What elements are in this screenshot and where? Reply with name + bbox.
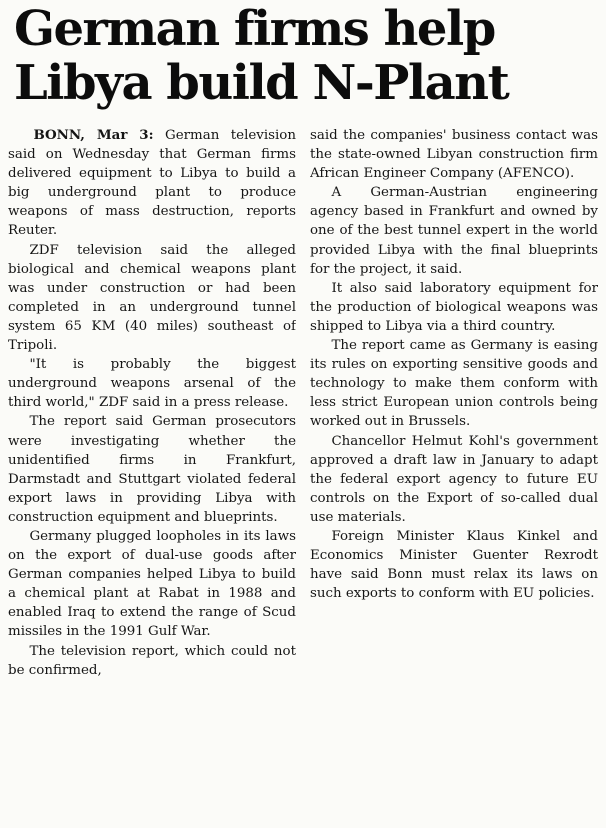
paragraph: A German-Austrian engineering agency based in Frankfurt and owned by one of the best tunnel expert in the world provided Libya with the final blueprints for the project, it said. — [310, 185, 598, 277]
paragraph: said the companies' business contact was the state-owned Libyan construction firm African Engineer Company (AFENCO). — [310, 128, 598, 182]
paragraph: Foreign Minister Klaus Kinkel and Economics Minister Guenter Rexrodt have said Bonn must relax its laws on such exports to conform with EU policies. — [310, 528, 598, 602]
paragraph: It also said laboratory equipment for the production of biological weapons was shipped to Libya via a third country. — [310, 280, 598, 334]
paragraph: The report came as Germany is easing its rules on exporting sensitive goods and technology to make them conform with less strict European union controls being worked out in Brussels. — [310, 338, 598, 430]
paragraph — [8, 126, 296, 241]
column-left — [8, 126, 296, 824]
paragraph: The report said German prosecutors were investigating whether the unidentified firms in Frankfurt, Darmstadt and Stuttgart violated federal export laws in providing Libya with construction equipment and blueprints. — [8, 414, 296, 525]
headline-line-2: Libya build N-Plant — [14, 55, 509, 111]
paragraph-text: German television said on Wednesday that German firms delivered equipment to Libya to build a big underground plant to produce weapons of mass destruction, reports Reuter. — [8, 128, 296, 239]
column-right — [310, 126, 598, 824]
article-body — [8, 126, 598, 824]
headline-line-1: German firms help — [14, 1, 495, 57]
paragraph: The television report, which could not be confirmed, — [8, 643, 296, 678]
headline — [14, 2, 598, 110]
paragraph: Germany plugged loopholes in its laws on the export of dual-use goods after German companies helped Libya to build a chemical plant at Rabat in 1988 and enabled Iraq to extend the range of Scud missiles in the 1991 Gulf War. — [8, 528, 296, 640]
paragraph: "It is probably the biggest underground weapons arsenal of the third world," ZDF said in a press release. — [8, 357, 296, 411]
paragraph: Chancellor Helmut Kohl's government approved a draft law in January to adapt the federal export agency to future EU controls on the Export of so-called dual use materials. — [310, 433, 598, 525]
dateline: BONN, Mar 3: — [33, 127, 154, 143]
paragraph: ZDF television said the alleged biological and chemical weapons plant was under construction or had been completed in an underground tunnel system 65 KM (40 miles) southeast of Tripoli. — [8, 242, 296, 354]
